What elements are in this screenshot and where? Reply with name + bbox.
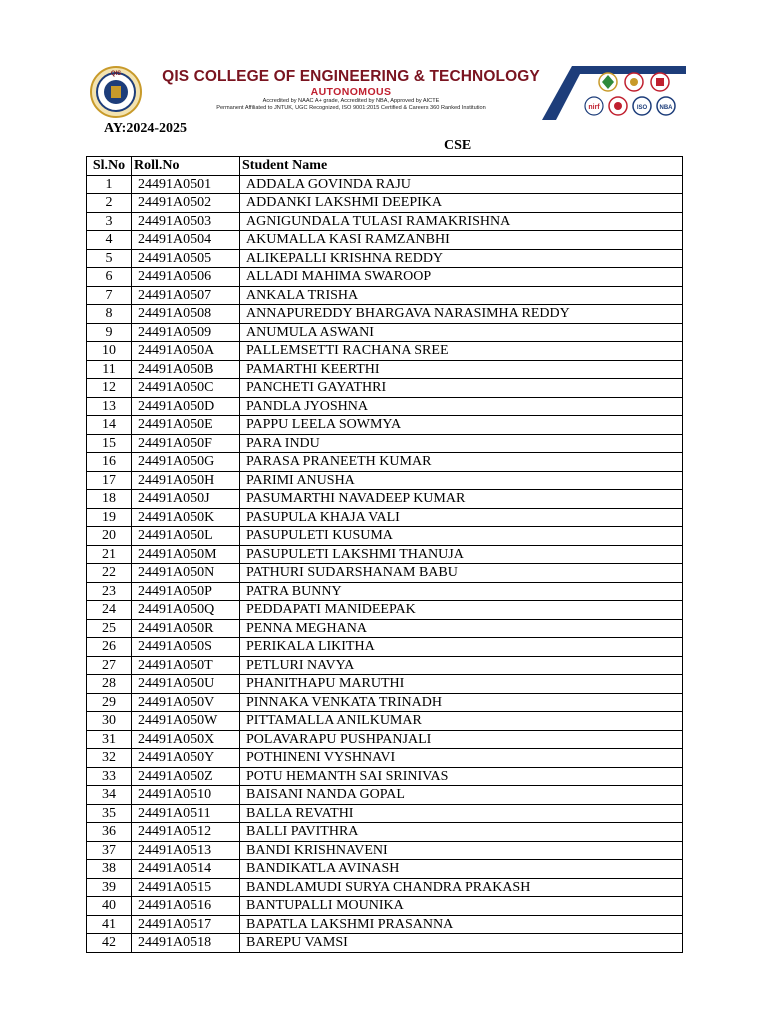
table-row [87,693,683,712]
table-row [87,323,683,342]
student-list-table [86,156,683,953]
roll-no-cell: 24491A050U [132,675,240,694]
student-name-cell: PANCHETI GAYATHRI [240,379,683,398]
roll-no-cell: 24491A050C [132,379,240,398]
table-row [87,305,683,324]
sl-no-cell: 18 [87,490,132,509]
table-row [87,786,683,805]
student-name-cell: ALLADI MAHIMA SWAROOP [240,268,683,287]
sl-no-cell: 19 [87,508,132,527]
roll-no-cell: 24491A0501 [132,175,240,194]
student-name-cell: PASUPULA KHAJA VALI [240,508,683,527]
student-name-cell: PENNA MEGHANA [240,619,683,638]
sl-no-cell: 30 [87,712,132,731]
sl-no-cell: 21 [87,545,132,564]
table-row [87,360,683,379]
roll-no-cell: 24491A0510 [132,786,240,805]
student-name-cell: PANDLA JYOSHNA [240,397,683,416]
table-row [87,767,683,786]
student-name-cell: PITTAMALLA ANILKUMAR [240,712,683,731]
sl-no-cell: 28 [87,675,132,694]
nirf-badge-icon [585,97,603,115]
roll-no-cell: 24491A0511 [132,804,240,823]
table-row [87,212,683,231]
table-row [87,342,683,361]
ugc-badge-icon [651,73,669,91]
sl-no-cell: 17 [87,471,132,490]
table-row [87,527,683,546]
roll-no-cell: 24491A050R [132,619,240,638]
table-row [87,545,683,564]
sl-no-cell: 14 [87,416,132,435]
sl-no-cell: 8 [87,305,132,324]
sl-no-cell: 39 [87,878,132,897]
sl-no-cell: 5 [87,249,132,268]
roll-no-cell: 24491A0505 [132,249,240,268]
iso-badge-icon [633,97,651,115]
roll-no-cell: 24491A050J [132,490,240,509]
table-row [87,564,683,583]
table-row [87,194,683,213]
department-title: CSE [444,138,472,153]
table-row [87,601,683,620]
student-name-cell: AGNIGUNDALA TULASI RAMAKRISHNA [240,212,683,231]
student-name-cell: PASUPULETI LAKSHMI THANUJA [240,545,683,564]
sl-no-cell: 10 [87,342,132,361]
table-row [87,453,683,472]
sl-no-cell: 16 [87,453,132,472]
sl-no-cell: 27 [87,656,132,675]
roll-no-cell: 24491A0507 [132,286,240,305]
sl-no-cell: 7 [87,286,132,305]
table-row [87,249,683,268]
table-row [87,231,683,250]
accreditation-badges [542,66,686,120]
roll-no-cell: 24491A0506 [132,268,240,287]
sl-no-cell: 40 [87,897,132,916]
sl-no-cell: 25 [87,619,132,638]
table-row [87,379,683,398]
sl-no-cell: 33 [87,767,132,786]
student-name-cell: BAPATLA LAKSHMI PRASANNA [240,915,683,934]
student-name-cell: PATRA BUNNY [240,582,683,601]
student-name-cell: PASUMARTHI NAVADEEP KUMAR [240,490,683,509]
table-row [87,656,683,675]
table-row [87,915,683,934]
table-row [87,268,683,287]
table-row [87,416,683,435]
student-name-cell: BANDIKATLA AVINASH [240,860,683,879]
roll-no-cell: 24491A050H [132,471,240,490]
column-header-student-name: Student Name [240,157,683,176]
roll-no-cell: 24491A0515 [132,878,240,897]
table-row [87,471,683,490]
student-name-cell: POTHINENI VYSHNAVI [240,749,683,768]
student-name-cell: BALLI PAVITHRA [240,823,683,842]
student-name-cell: PALLEMSETTI RACHANA SREE [240,342,683,361]
sl-no-cell: 35 [87,804,132,823]
roll-no-cell: 24491A0504 [132,231,240,250]
roll-no-cell: 24491A050T [132,656,240,675]
sl-no-cell: 38 [87,860,132,879]
student-name-cell: PARASA PRANEETH KUMAR [240,453,683,472]
table-row [87,823,683,842]
table-header-row [87,157,683,176]
sl-no-cell: 36 [87,823,132,842]
table-row [87,860,683,879]
table-row [87,749,683,768]
roll-no-cell: 24491A0509 [132,323,240,342]
student-name-cell: PINNAKA VENKATA TRINADH [240,693,683,712]
roll-no-cell: 24491A050P [132,582,240,601]
table-row [87,878,683,897]
roll-no-cell: 24491A0517 [132,915,240,934]
autonomous-label: AUTONOMOUS [310,86,392,98]
roll-no-cell: 24491A050X [132,730,240,749]
naac-badge-icon [599,73,617,91]
student-name-cell: PASUPULETI KUSUMA [240,527,683,546]
accreditation-line-2: Permanent Affiliated to JNTUK, UGC Recognized, ISO 9001:2015 Certified & Careers 360 Ranked Institution [216,105,486,111]
sl-no-cell: 1 [87,175,132,194]
student-name-cell: ADDANKI LAKSHMI DEEPIKA [240,194,683,213]
roll-no-cell: 24491A050L [132,527,240,546]
sl-no-cell: 6 [87,268,132,287]
roll-no-cell: 24491A0502 [132,194,240,213]
student-name-cell: ALIKEPALLI KRISHNA REDDY [240,249,683,268]
roll-no-cell: 24491A050G [132,453,240,472]
student-name-cell: PEDDAPATI MANIDEEPAK [240,601,683,620]
roll-no-cell: 24491A050Z [132,767,240,786]
sl-no-cell: 13 [87,397,132,416]
student-name-cell: BALLA REVATHI [240,804,683,823]
table-row [87,804,683,823]
aicte-badge-icon [625,73,643,91]
table-row [87,508,683,527]
student-name-cell: PAMARTHI KEERTHI [240,360,683,379]
sl-no-cell: 11 [87,360,132,379]
table-row [87,286,683,305]
roll-no-cell: 24491A050Q [132,601,240,620]
roll-no-cell: 24491A050V [132,693,240,712]
table-row [87,934,683,953]
college-title-block [146,68,556,112]
student-name-cell: PARA INDU [240,434,683,453]
column-header-roll-no: Roll.No [132,157,240,176]
sl-no-cell: 26 [87,638,132,657]
student-name-cell: PETLURI NAVYA [240,656,683,675]
sl-no-cell: 12 [87,379,132,398]
roll-no-cell: 24491A0512 [132,823,240,842]
sl-no-cell: 2 [87,194,132,213]
sl-no-cell: 9 [87,323,132,342]
sl-no-cell: 22 [87,564,132,583]
student-name-cell: BANDLAMUDI SURYA CHANDRA PRAKASH [240,878,683,897]
sl-no-cell: 37 [87,841,132,860]
student-name-cell: ANNAPUREDDY BHARGAVA NARASIMHA REDDY [240,305,683,324]
sl-no-cell: 41 [87,915,132,934]
sl-no-cell: 3 [87,212,132,231]
roll-no-cell: 24491A0513 [132,841,240,860]
table-row [87,619,683,638]
sl-no-cell: 20 [87,527,132,546]
table-row [87,490,683,509]
table-body [87,175,683,952]
roll-no-cell: 24491A050W [132,712,240,731]
roll-no-cell: 24491A050E [132,416,240,435]
sl-no-cell: 4 [87,231,132,250]
roll-no-cell: 24491A050M [132,545,240,564]
sl-no-cell: 15 [87,434,132,453]
roll-no-cell: 24491A050K [132,508,240,527]
student-name-cell: PATHURI SUDARSHANAM BABU [240,564,683,583]
sl-no-cell: 31 [87,730,132,749]
table-row [87,675,683,694]
iso-badge-label: ISO [636,105,648,111]
column-header-sl-no: Sl.No [87,157,132,176]
nba-badge-label: NBA [659,105,673,111]
roll-no-cell: 24491A0514 [132,860,240,879]
sl-no-cell: 23 [87,582,132,601]
roll-no-cell: 24491A050A [132,342,240,361]
student-name-cell: ADDALA GOVINDA RAJU [240,175,683,194]
student-name-cell: PHANITHAPU MARUTHI [240,675,683,694]
roll-no-cell: 24491A0503 [132,212,240,231]
student-name-cell: PAPPU LEELA SOWMYA [240,416,683,435]
roll-no-cell: 24491A0516 [132,897,240,916]
sl-no-cell: 29 [87,693,132,712]
sl-no-cell: 34 [87,786,132,805]
sl-no-cell: 24 [87,601,132,620]
student-name-cell: ANKALA TRISHA [240,286,683,305]
roll-no-cell: 24491A050Y [132,749,240,768]
student-name-cell: POLAVARAPU PUSHPANJALI [240,730,683,749]
student-name-cell: BANTUPALLI MOUNIKA [240,897,683,916]
table-row [87,841,683,860]
student-name-cell: BAISANI NANDA GOPAL [240,786,683,805]
student-name-cell: ANUMULA ASWANI [240,323,683,342]
table-row [87,175,683,194]
college-seal-icon [90,66,142,118]
table-row [87,397,683,416]
student-name-cell: AKUMALLA KASI RAMZANBHI [240,231,683,250]
roll-no-cell: 24491A0518 [132,934,240,953]
table-row [87,434,683,453]
student-name-cell: BAREPU VAMSI [240,934,683,953]
college-banner [90,66,686,120]
roll-no-cell: 24491A050S [132,638,240,657]
student-name-cell: BANDI KRISHNAVENI [240,841,683,860]
college-name: QIS COLLEGE OF ENGINEERING & TECHNOLOGY [162,68,540,85]
roll-no-cell: 24491A050N [132,564,240,583]
seal-text: QIS [110,71,122,77]
nba-badge-icon [657,97,675,115]
student-name-cell: PARIMI ANUSHA [240,471,683,490]
table-row [87,712,683,731]
sl-no-cell: 42 [87,934,132,953]
student-name-cell: POTU HEMANTH SAI SRINIVAS [240,767,683,786]
student-name-cell: PERIKALA LIKITHA [240,638,683,657]
emblem-badge-icon [609,97,627,115]
table-row [87,730,683,749]
table-row [87,582,683,601]
academic-year: AY:2024-2025 [104,121,187,136]
table-row [87,897,683,916]
sl-no-cell: 32 [87,749,132,768]
roll-no-cell: 24491A050D [132,397,240,416]
roll-no-cell: 24491A050F [132,434,240,453]
accreditation-line-1: Accredited by NAAC A+ grade, Accredited by NBA, Approved by AICTE [262,98,440,104]
table-row [87,638,683,657]
nirf-badge-label: nirf [588,104,600,111]
roll-no-cell: 24491A050B [132,360,240,379]
roll-no-cell: 24491A0508 [132,305,240,324]
